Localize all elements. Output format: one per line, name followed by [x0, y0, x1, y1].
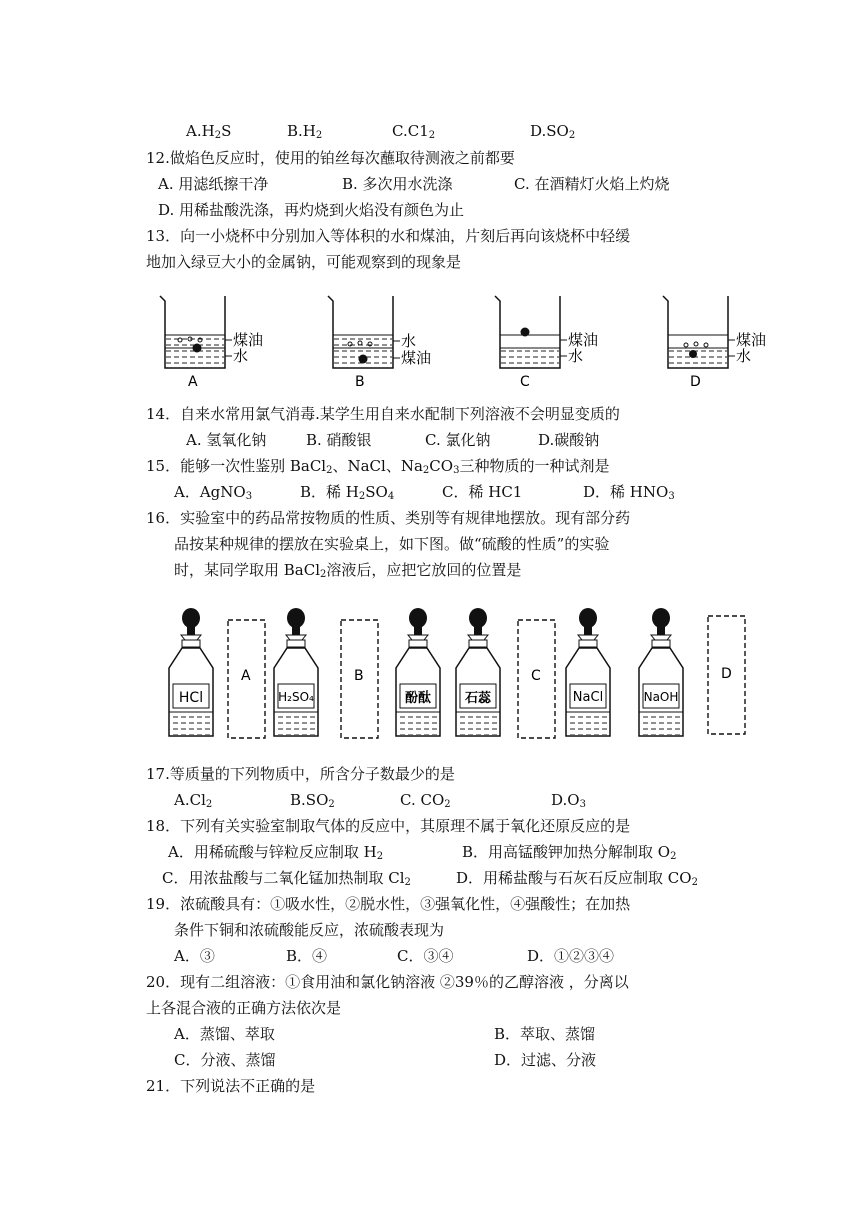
- bottle-h2so4-label: H₂SO₄: [278, 690, 314, 704]
- q12-option-c: C. 在酒精灯火焰上灼烧: [514, 175, 670, 193]
- bottle-phenolphthalein-label: 酚酞: [404, 691, 432, 706]
- beaker-c: [495, 296, 567, 368]
- beaker-figure: [150, 288, 780, 390]
- bottle-litmus-label: 石蕊: [464, 691, 492, 706]
- q13-stem-line1: 13．向一小烧杯中分别加入等体积的水和煤油，片刻后再向该烧杯中轻缓: [146, 227, 631, 245]
- q19-option-a: A．③: [174, 947, 215, 965]
- q20-stem-line2: 上各混合液的正确方法依次是: [146, 999, 342, 1017]
- q14-option-a: A. 氢氧化钠: [186, 431, 267, 449]
- beaker-d-letter: D: [690, 374, 701, 390]
- q14-option-d: D.碳酸钠: [538, 431, 600, 449]
- q15-option-d: D．稀 $HNO_3$: [583, 483, 675, 502]
- beaker-d-bottom-label: 水: [736, 347, 752, 365]
- beaker-a: [160, 296, 232, 368]
- q14-stem: 14．自来水常用氯气消毒.某学生用自来水配制下列溶液不会明显变质的: [146, 405, 620, 423]
- q17-option-c: C. $CO_2$: [400, 791, 451, 810]
- beaker-b-top-label: 水: [401, 332, 417, 350]
- bottle-nacl: [566, 608, 610, 736]
- bottle-hcl: [169, 608, 213, 736]
- beaker-d-top-label: 煤油: [736, 331, 767, 349]
- beaker-c-letter: C: [520, 374, 530, 390]
- slot-b-letter: B: [354, 668, 364, 684]
- q18-option-d: D．用稀盐酸与石灰石反应制取 $CO_2$: [456, 869, 698, 888]
- q18-stem: 18．下列有关实验室制取气体的反应中，其原理不属于氧化还原反应的是: [146, 817, 631, 835]
- q19-option-b: B．④: [286, 947, 328, 965]
- q16-stem-line1: 16．实验室中的药品常按物质的性质、类别等有规律地摆放。现有部分药: [146, 509, 631, 527]
- q17-stem: 17.等质量的下列物质中，所含分子数最少的是: [146, 765, 455, 783]
- q17-option-b: $B.SO_2$: [290, 791, 335, 810]
- bottle-h2so4: [274, 608, 318, 736]
- q21-stem: 21．下列说法不正确的是: [146, 1077, 316, 1095]
- q19-stem-line1: 19．浓硫酸具有：①吸水性，②脱水性，③强氧化性，④强酸性；在加热: [146, 895, 631, 913]
- beaker-b-letter: B: [355, 374, 365, 390]
- bottle-nacl-label: NaCl: [572, 690, 604, 705]
- q15-option-a: A．AgNO$_3$: [174, 483, 253, 502]
- q12-option-d: D. 用稀盐酸洗涤，再灼烧到火焰没有颜色为止: [158, 201, 465, 219]
- q17-option-a: $A.Cl_2$: [174, 791, 213, 810]
- beaker-c-top-label: 煤油: [568, 331, 599, 349]
- bottle-phenolphthalein: [396, 608, 440, 736]
- q11-option-b: $B.H_2$: [287, 122, 323, 141]
- q11-option-c: $C.C1_2$: [392, 122, 436, 141]
- q19-option-c: C．③④: [397, 947, 454, 965]
- q15-option-b: B．稀 $H_2SO_4$: [300, 483, 395, 502]
- q17-option-d: $D.O_3$: [551, 791, 586, 810]
- q15-stem: 15．能够一次性鉴别 BaCl$_2$、NaCl、$Na_2CO_3$三种物质的一种试剂是: [146, 457, 610, 476]
- slot-c-letter: C: [531, 668, 541, 684]
- q18-option-a: A．用稀硫酸与锌粒反应制取 $H_2$: [168, 843, 384, 862]
- q20-option-c: C．分液、蒸馏: [174, 1051, 276, 1069]
- reagent-shelf-figure: [155, 600, 755, 750]
- q16-stem-line2: 品按某种规律的摆放在实验桌上，如下图。做“硫酸的性质”的实验: [174, 535, 610, 553]
- q20-stem-line1: 20．现有二组溶液：①食用油和氯化钠溶液 ②39％的乙醇溶液 ，分离以: [146, 973, 629, 991]
- q20-option-a: A．蒸馏、萃取: [174, 1025, 275, 1043]
- slot-d-letter: D: [721, 666, 732, 682]
- bottle-naoh-label: NaOH: [643, 690, 679, 704]
- beaker-a-letter: A: [188, 374, 198, 390]
- slot-a-letter: A: [241, 668, 251, 684]
- q19-stem-line2: 条件下铜和浓硫酸能反应，浓硫酸表现为: [174, 921, 445, 939]
- q14-option-c: C. 氯化钠: [425, 431, 491, 449]
- beaker-d: [663, 296, 735, 368]
- q15-option-c: C．稀 HC1: [442, 483, 523, 501]
- q13-stem-line2: 地加入绿豆大小的金属钠，可能观察到的现象是: [146, 253, 462, 271]
- q14-option-b: B. 硝酸银: [306, 431, 372, 449]
- q12-stem: 12.做焰色反应时，使用的铂丝每次蘸取待测液之前都要: [146, 149, 515, 167]
- q12-option-b: B. 多次用水洗涤: [342, 175, 453, 193]
- q11-option-a: $A.H_2S$: [186, 122, 232, 141]
- beaker-a-top-label: 煤油: [233, 331, 264, 349]
- bottle-litmus: [456, 608, 500, 736]
- q12-option-a: A. 用滤纸擦干净: [158, 175, 269, 193]
- beaker-c-bottom-label: 水: [568, 347, 584, 365]
- bottle-naoh: [639, 608, 683, 736]
- beaker-a-bottom-label: 水: [233, 347, 249, 365]
- beaker-b: [328, 296, 400, 368]
- beaker-b-bottom-label: 煤油: [401, 349, 432, 367]
- q16-stem-line3: 时，某同学取用 BaCl$_2$溶液后，应把它放回的位置是: [174, 561, 522, 580]
- q11-option-d: $D.SO_2$: [530, 122, 576, 141]
- bottle-hcl-label: HCl: [178, 690, 204, 706]
- q20-option-d: D．过滤、分液: [494, 1051, 597, 1069]
- q18-option-b: B．用高锰酸钾加热分解制取 $O_2$: [462, 843, 677, 862]
- q20-option-b: B．萃取、蒸馏: [494, 1025, 596, 1043]
- q18-option-c: C．用浓盐酸与二氧化锰加热制取 $Cl_2$: [162, 869, 411, 888]
- q19-option-d: D．①②③④: [527, 947, 615, 965]
